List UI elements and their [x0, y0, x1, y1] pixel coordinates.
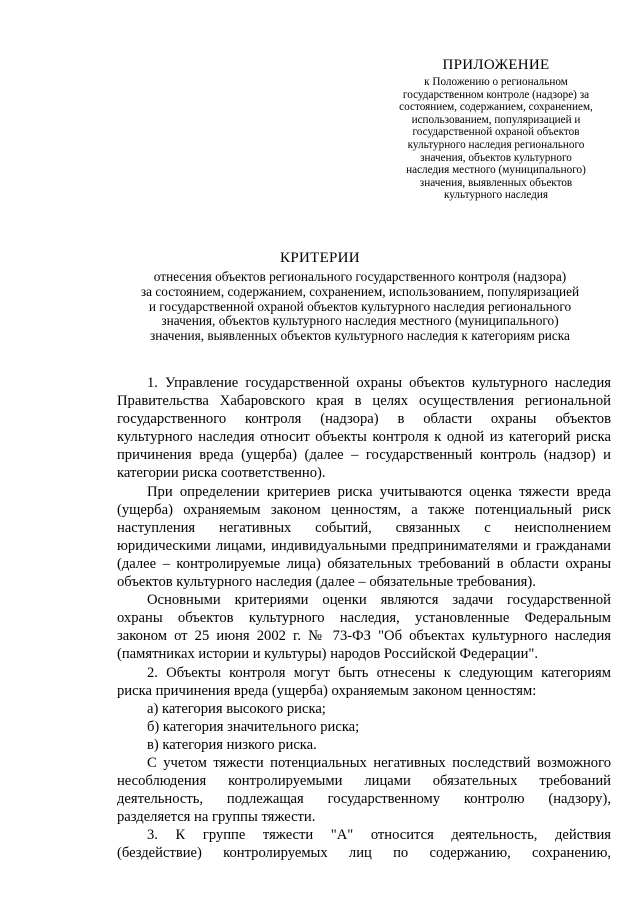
criteria-subtitle-line: за состоянием, содержанием, сохранением, использованием, популяризацией: [140, 283, 580, 299]
body-line: Правительства Хабаровского края в целях осуществления региональной: [117, 393, 611, 410]
body-line: категории риска соответственно).: [117, 465, 326, 482]
criteria-subtitle-line: значения, объектов культурного наследия местного (муниципального): [161, 313, 559, 329]
appendix-line: значения, выявленных объектов: [419, 176, 573, 189]
body-line: законом от 25 июня 2002 г. № 73-ФЗ "Об объектах культурного наследия: [117, 628, 611, 645]
appendix-line: использованием, популяризацией и: [411, 113, 581, 126]
body-line: охраны объектов культурного наследия, установленные Федеральным: [117, 610, 611, 627]
appendix-line: государственном контроле (надзоре) за: [402, 88, 590, 101]
appendix-line: государственной охраной объектов: [412, 126, 580, 139]
body-line: 1. Управление государственной охраны объектов культурного наследия: [147, 375, 611, 391]
appendix-line: наследия местного (муниципального): [406, 164, 586, 177]
criteria-subtitle-line: отнесения объектов регионального государственного контроля (надзора): [153, 269, 567, 284]
body-line: объектов культурного наследия (далее – обязательные требования).: [117, 574, 536, 591]
body-line: (ущерба) охраняемым законом ценностям, а также потенциальный риск: [117, 501, 611, 518]
body-line: (далее – контролируемые лица) обязательных требований в области охраны: [117, 555, 611, 572]
body-line: разделяется на группы тяжести.: [117, 809, 316, 826]
criteria-subtitle-line: и государственной охраной объектов культурного наследия регионального: [148, 298, 572, 314]
body-line: причинения вреда (ущерба) (далее – государственный контроль (надзор) и: [117, 447, 611, 464]
body-line: а) категория высокого риска;: [147, 700, 326, 717]
body-line: (памятниках истории и культуры) народов Российской Федерации".: [117, 646, 539, 663]
criteria-title: КРИТЕРИИ: [280, 250, 360, 266]
body-line: 2. Объекты контроля могут быть отнесены к следующим категориям: [147, 664, 611, 681]
body-line: Основными критериями оценки являются задачи государственной: [147, 592, 611, 609]
body-line: (бездействие) контролируемых лиц по содержанию, сохранению,: [117, 845, 611, 862]
body-line: государственного контроля (надзора) в области охраны объектов: [117, 411, 611, 428]
appendix-line: к Положению о региональном: [424, 76, 568, 88]
appendix-line: культурного наследия регионального: [407, 138, 585, 151]
criteria-subtitle-line: значения, выявленных объектов культурного наследия к категориям риска: [150, 328, 570, 344]
appendix-line: культурного наследия: [444, 189, 548, 202]
body-line: При определении критериев риска учитываются оценка тяжести вреда: [147, 483, 611, 500]
appendix-line: значения, объектов культурного: [420, 151, 572, 164]
body-line: С учетом тяжести потенциальных негативных последствий возможного: [147, 754, 611, 771]
appendix-title: ПРИЛОЖЕНИЕ: [442, 57, 550, 73]
body-line: культурного наследия относит объекты контроля к одной из категорий риска: [117, 429, 611, 446]
body-line: риска причинения вреда (ущерба) охраняемым законом ценностям:: [117, 682, 537, 699]
appendix-line: состоянием, содержанием, сохранением,: [399, 101, 593, 114]
body-line: 3. К группе тяжести "А" относится деятельность, действия: [147, 827, 611, 844]
body-line: б) категория значительного риска;: [147, 718, 360, 735]
appendix-header: [380, 56, 612, 202]
body-text: [117, 374, 611, 863]
body-line: юридическими лицами, индивидуальными предпринимателями и гражданами: [117, 537, 611, 554]
body-line: наступления негативных событий, связанных с неисполнением: [117, 519, 611, 536]
body-line: в) категория низкого риска.: [147, 736, 317, 753]
body-line: несоблюдения контролируемыми лицами обязательных требований: [117, 773, 611, 790]
criteria-subtitle: [90, 270, 630, 344]
body-line: деятельность, подлежащая государственному контролю (надзору),: [117, 791, 611, 808]
